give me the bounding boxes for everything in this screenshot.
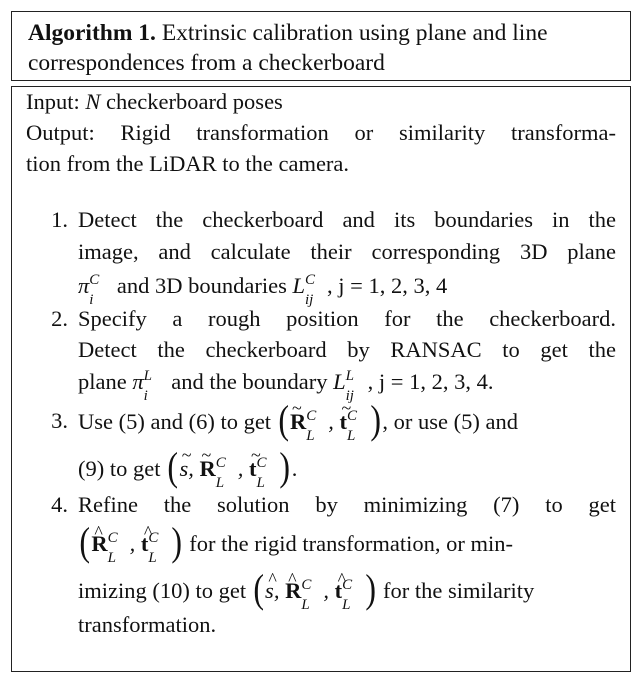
left-paren: ( <box>278 397 289 442</box>
algorithm-title-text-1: Extrinsic calibration using plane and line <box>161 20 548 46</box>
algorithm-title-line-1 <box>28 18 616 48</box>
step-3-line-1 <box>78 397 518 444</box>
right-paren: ) <box>171 519 183 564</box>
step-4-line-2 <box>78 519 513 566</box>
step-1-line-2: image, and calculate their corresponding 3D plane <box>78 239 616 264</box>
step-2-line-3 <box>78 367 494 404</box>
step-2-text-3c: , j = 1, 2, 3, 4. <box>367 369 494 394</box>
algorithm-body-box <box>11 86 631 672</box>
step-2-line-1: Specify a rough position for the checkerboard. <box>78 306 616 331</box>
algorithm-title-box <box>11 11 631 81</box>
math-pi-c: π C i <box>78 272 100 308</box>
output-line-2: tion from the LiDAR to the camera. <box>26 151 350 176</box>
step-3-text-1b: , or use (5) and <box>382 409 518 434</box>
math-srt-hat: ^ s, ^ R C L , ^ t C L <box>265 578 364 603</box>
step-1-line-3 <box>78 271 448 308</box>
output-line-1: Output: Rigid transformation or similarity transforma- <box>26 120 616 145</box>
math-srt-tilde: ~ s, ~ R C L , ~ t C L <box>179 456 278 481</box>
step-1-text-3a: and 3D boundaries <box>116 273 287 298</box>
step-1-text-3b: , j = 1, 2, 3, 4 <box>327 273 448 298</box>
right-paren: ) <box>370 397 382 442</box>
right-paren: ) <box>365 566 377 611</box>
step-2-text-3a: plane <box>78 369 127 394</box>
algorithm-label: Algorithm 1. <box>28 20 156 46</box>
math-pi-l: π L i <box>132 368 152 404</box>
step-4-text-3b: for the similarity <box>383 578 535 603</box>
step-4-line-1: Refine the solution by minimizing (7) to get <box>78 492 616 517</box>
input-line <box>26 87 283 117</box>
left-paren: ( <box>167 444 179 489</box>
right-paren: ) <box>279 444 291 489</box>
input-text: checkerboard poses <box>106 89 283 114</box>
input-variable: N <box>85 89 101 114</box>
math-l-c: L C ij <box>292 272 316 308</box>
math-rt-tilde: ~ R C L , ~ t C L <box>290 409 369 434</box>
step-3-text-2b: . <box>291 456 298 481</box>
step-4-number: 4. <box>51 492 68 517</box>
step-3-line-2 <box>78 444 298 491</box>
step-4-text-2b: for the rigid transformation, or min- <box>189 531 513 556</box>
step-2-number: 2. <box>51 306 68 331</box>
step-3-text-2a: (9) to get <box>78 456 161 481</box>
math-rt-hat: ^ R C L , ^ t C L <box>91 531 170 556</box>
step-3-number: 3. <box>51 408 68 433</box>
step-2-text-3b: and the boundary <box>171 369 328 394</box>
left-paren: ( <box>79 519 90 564</box>
step-1-number: 1. <box>51 207 68 232</box>
algorithm-title-line-2: correspondences from a checkerboard <box>28 50 385 76</box>
step-1-line-1: Detect the checkerboard and its boundaries in the <box>78 207 616 232</box>
step-4-line-4: transformation. <box>78 612 217 637</box>
input-prefix: Input: <box>26 89 80 114</box>
step-3-text-1a: Use (5) and (6) to get <box>78 409 272 434</box>
step-2-line-2: Detect the checkerboard by RANSAC to get the <box>78 337 616 362</box>
step-4-text-3a: imizing (10) to get <box>78 578 247 603</box>
left-paren: ( <box>253 566 264 611</box>
step-4-line-3 <box>78 566 535 613</box>
math-l-l: L L ij <box>333 368 354 404</box>
